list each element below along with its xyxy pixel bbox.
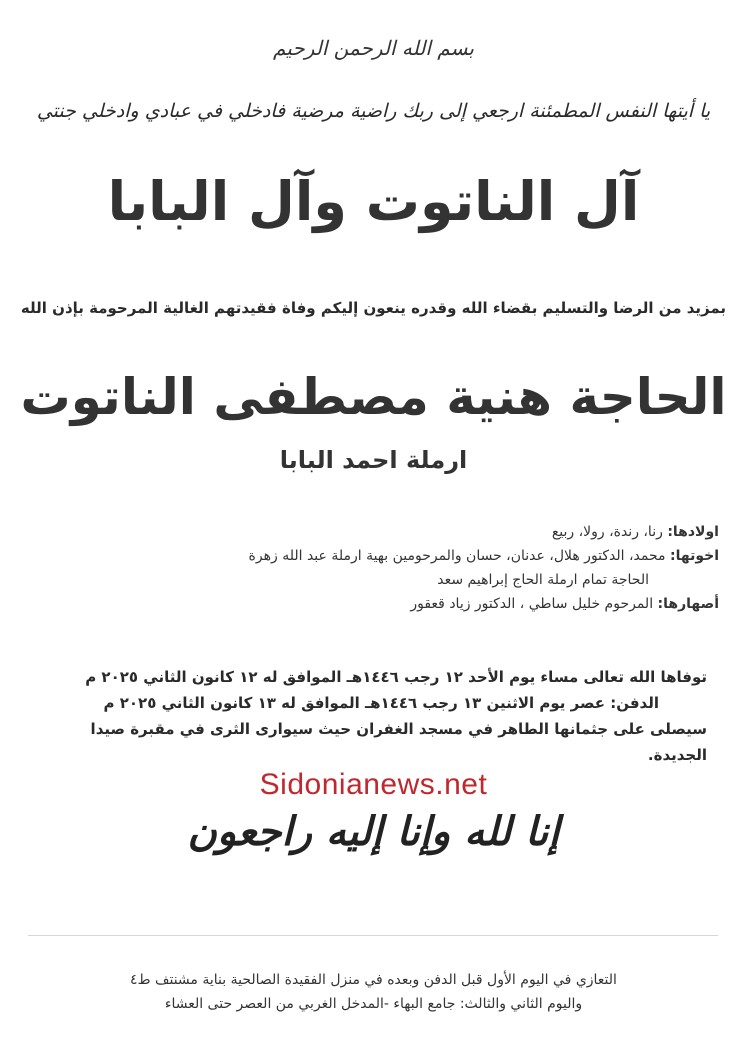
prayer-location: سيصلى على جثمانها الطاهر في مسجد الغفران حيث سيوارى الثرى في مقبرة صيدا الجديدة. xyxy=(90,720,707,764)
in-laws-names: المرحوم خليل ساطي ، الدكتور زياد قعقور xyxy=(410,596,654,612)
in-laws-label: أصهارها: xyxy=(657,596,719,612)
siblings-label: اخوتها: xyxy=(669,548,719,564)
deceased-name: الحاجة هنية مصطفى الناتوت xyxy=(20,368,727,426)
condolences-line-2: واليوم الثاني والثالث: جامع البهاء -المدخل الغربي من العصر حتى العشاء xyxy=(164,996,583,1012)
site-watermark: Sidonianews.net xyxy=(259,768,488,801)
divider xyxy=(28,935,718,936)
closing-calligraphy: إنا لله وإنا إليه راجعون xyxy=(187,808,560,855)
siblings-names: محمد، الدكتور هلال، عدنان، حسان والمرحومين بهية ارملة عبد الله زهرة xyxy=(248,548,666,564)
in-laws-line xyxy=(39,592,719,616)
announcement-text: بمزيد من الرضا والتسليم بقضاء الله وقدره ينعون إليكم وفاة فقيدتهم الغالية المرحومة بإذن الله xyxy=(20,299,727,317)
children-names: رنا، رندة، رولا، ربيع xyxy=(551,524,663,540)
funeral-details xyxy=(27,664,707,768)
burial-time: الدفن: عصر يوم الاثنين ١٣ رجب ١٤٤٦هـ الموافق له ١٣ كانون الثاني ٢٠٢٥ م xyxy=(103,694,659,712)
relatives-block xyxy=(39,520,719,616)
condolences-block xyxy=(0,968,747,1016)
quran-verse: يا أيتها النفس المطمئنة ارجعي إلى ربك راضية مرضية فادخلي في عبادي وادخلي جنتي xyxy=(36,100,711,122)
basmala-calligraphy: بسم الله الرحمن الرحيم xyxy=(272,36,474,60)
condolences-line-1: التعازي في اليوم الأول قبل الدفن وبعده في منزل الفقيدة الصالحية بناية مشنتف ط٤ xyxy=(130,972,617,988)
widow-of: ارملة احمد البابا xyxy=(279,446,468,474)
siblings-line xyxy=(39,544,719,568)
siblings-line-2: الحاجة تمام ارملة الحاج إبراهيم سعد xyxy=(437,572,649,588)
death-date: توفاها الله تعالى مساء يوم الأحد ١٢ رجب ١٤٤٦هـ الموافق له ١٢ كانون الثاني ٢٠٢٥ م xyxy=(85,668,707,686)
family-names-heading: آل الناتوت وآل البابا xyxy=(107,170,640,233)
children-label: اولادها: xyxy=(667,524,719,540)
children-line xyxy=(39,520,719,544)
